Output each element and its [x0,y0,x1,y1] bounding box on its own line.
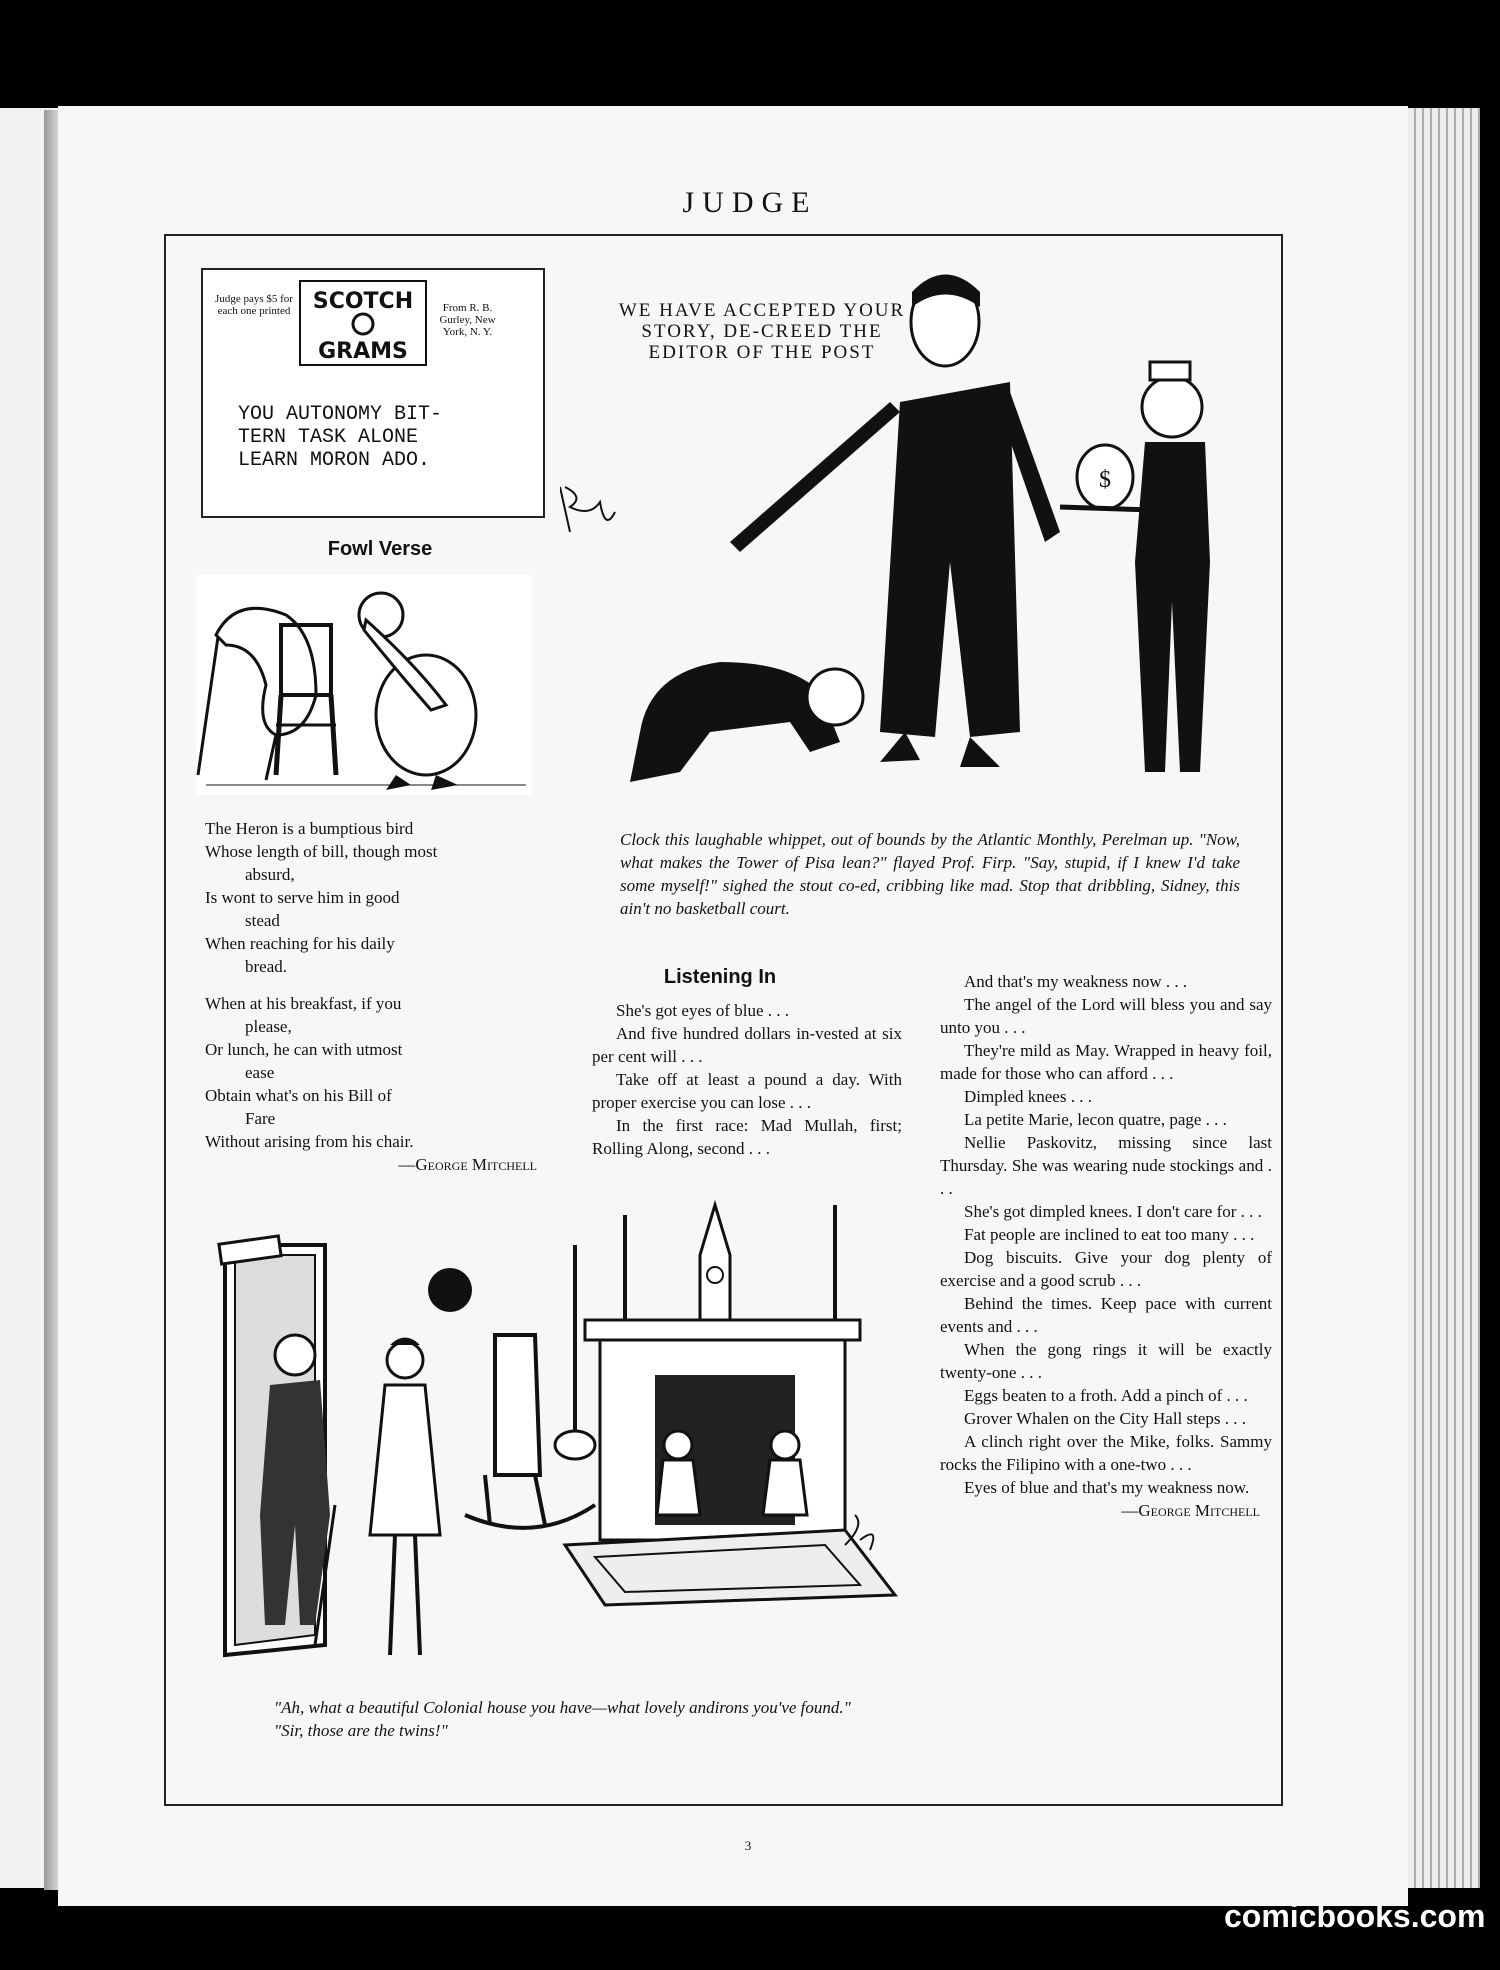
listening-in-paragraph: Grover Whalen on the City Hall steps . . . [964,1409,1247,1428]
poem-line: bread. [245,957,288,976]
listening-in-column-2 [940,970,1272,1522]
poem-line: Obtain what's on his Bill of [205,1086,392,1105]
poem-line: The Heron is a bumptious bird [205,819,414,838]
caption-line: "Sir, those are the twins!" [274,1721,448,1740]
listening-in-paragraph: Take off at least a pound a day. With proper exercise you can lose . . . [592,1070,902,1112]
listening-in-paragraph: The angel of the Lord will bless you and say unto you . . . [940,995,1272,1037]
editor-speech-text: WE HAVE ACCEPTED YOUR STORY, DE-CREED THE EDITOR OF THE POST [618,300,906,363]
listening-in-column-1 [592,999,902,1160]
poem-line: Is wont to serve him in good [205,888,400,907]
scotch-o-grams-left-note: Judge pays $5 for each one printed [215,293,293,317]
colonial-house-caption [254,1696,894,1742]
listening-in-paragraph: Dog biscuits. Give your dog plenty of exercise and a good scrub . . . [940,1248,1272,1290]
scotch-o-gram-text: YOU AUTONOMY BIT- TERN TASK ALONE LEARN MORON ADO. [238,403,443,472]
fowl-verse-byline: —George Mitchell [398,1155,537,1174]
editor-cartoon-illustration [560,262,1260,817]
listening-in-paragraph: She's got dimpled knees. I don't care for . . . [964,1202,1262,1221]
listening-in-paragraph: They're mild as May. Wrapped in heavy foil, made for those who can afford . . . [940,1041,1272,1083]
listening-in-paragraph: Behind the times. Keep pace with current events and . . . [940,1294,1272,1336]
masthead: JUDGE [682,186,818,219]
svg-text:GRAMS: GRAMS [318,339,408,364]
poem-line: Whose length of bill, though most [205,842,438,861]
site-watermark: comicbooks.com [1224,1898,1486,1934]
poem-line: When at his breakfast, if you [205,994,402,1013]
poem-line: Or lunch, he can with utmost [205,1040,403,1059]
listening-in-paragraph: Eggs beaten to a froth. Add a pinch of . . . [964,1386,1248,1405]
listening-in-paragraph: In the first race: Mad Mullah, first; Rolling Along, second . . . [592,1116,902,1158]
poem-line: ease [245,1063,275,1082]
fowl-verse-title: Fowl Verse [327,538,433,560]
listening-in-paragraph: Dimpled knees . . . [964,1087,1092,1106]
listening-in-paragraph: Nellie Paskovitz, missing since last Thursday. She was wearing nude stockings and . . . [940,1133,1272,1198]
scotch-o-grams-logo [299,280,427,366]
listening-in-paragraph: And five hundred dollars in-vested at six per cent will . . . [592,1024,902,1066]
caption-line: "Ah, what a beautiful Colonial house you have—what lovely andirons you've found." [274,1698,851,1717]
poem-line: please, [245,1017,292,1036]
listening-in-paragraph: A clinch right over the Mike, folks. Sammy rocks the Filipino with a one-two . . . [940,1432,1272,1474]
listening-in-byline: —George Mitchell [1121,1501,1260,1520]
scotch-o-grams-right-note: From R. B. Gurley, New York, N. Y. [439,302,496,338]
poem-line: absurd, [245,865,295,884]
colonial-house-cartoon-illustration [205,1185,917,1685]
poem-line: Without arising from his chair. [205,1132,414,1151]
listening-in-paragraph: She's got eyes of blue . . . [616,1001,790,1020]
listening-in-paragraph: Fat people are inclined to eat too many . . . [964,1225,1255,1244]
fowl-verse-poem [205,817,539,1176]
svg-text:SCOTCH: SCOTCH [312,289,414,314]
page-edges [1400,108,1480,1888]
listening-in-paragraph: And that's my weakness now . . . [964,972,1188,991]
poem-line: stead [245,911,280,930]
poem-line: When reaching for his daily [205,934,395,953]
svg-text:$: $ [1099,467,1111,493]
poem-line: Fare [245,1109,276,1128]
listening-in-paragraph: When the gong rings it will be exactly twenty-one . . . [940,1340,1272,1382]
listening-in-paragraph: La petite Marie, lecon quatre, page . . . [964,1110,1227,1129]
heron-pelican-illustration [196,575,532,795]
editor-cartoon-caption: Clock this laughable whippet, out of bounds by the Atlantic Monthly, Perelman up. "Now, what makes the Tower of Pisa lean?" flayed Prof. Firp. "Say, stupid, if I knew I'd take some myself!" sighed the stout co-ed, cribbing like mad. Stop that dribbling, Sidney, this ain't no basketball court. [620,830,1240,918]
listening-in-paragraph: Eyes of blue and that's my weakness now. [964,1478,1250,1497]
listening-in-title: Listening In [663,966,777,988]
page-number: 3 [744,1838,752,1853]
